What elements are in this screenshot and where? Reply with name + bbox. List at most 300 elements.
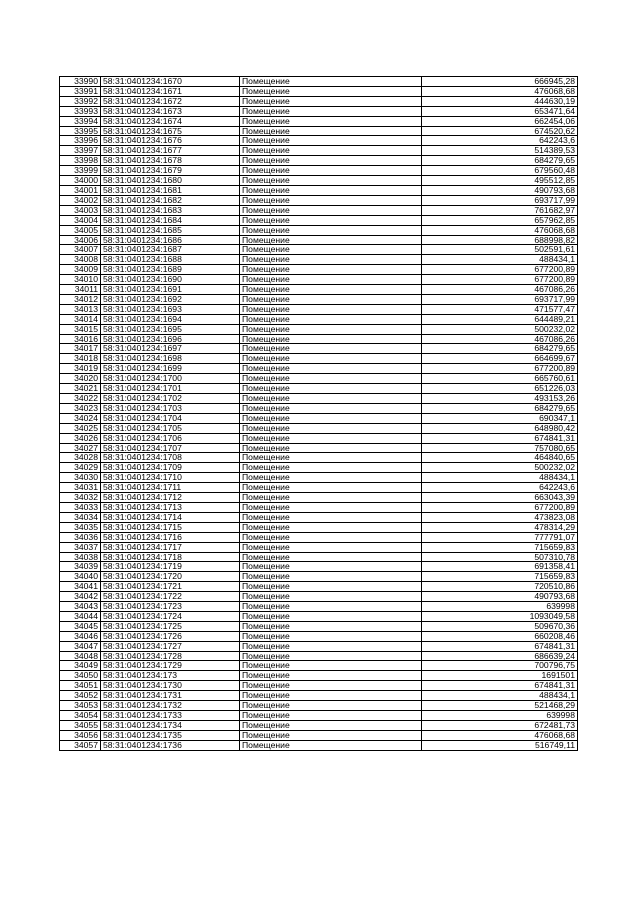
table-row [60, 502, 578, 512]
cadastral-number-cell: 58:31:0401234:1685 [101, 225, 240, 235]
table-row [60, 572, 578, 582]
table-row [60, 483, 578, 493]
cadastral-number-cell: 58:31:0401234:1681 [101, 185, 240, 195]
object-type-cell: Помещение [240, 572, 422, 582]
cadastral-value-cell: 502591,61 [422, 245, 578, 255]
row-number-cell: 34052 [60, 691, 101, 701]
cadastral-value-cell: 720510,86 [422, 582, 578, 592]
cadastral-number-cell: 58:31:0401234:1719 [101, 562, 240, 572]
cadastral-number-cell: 58:31:0401234:1714 [101, 512, 240, 522]
object-type-cell: Помещение [240, 651, 422, 661]
row-number-cell: 34056 [60, 730, 101, 740]
cadastral-value-cell: 639998 [422, 711, 578, 721]
object-type-cell: Помещение [240, 463, 422, 473]
row-number-cell: 34050 [60, 671, 101, 681]
object-type-cell: Помещение [240, 106, 422, 116]
table-row [60, 631, 578, 641]
cadastral-number-cell: 58:31:0401234:1688 [101, 255, 240, 265]
object-type-cell: Помещение [240, 77, 422, 87]
object-type-cell: Помещение [240, 681, 422, 691]
table-row [60, 493, 578, 503]
object-type-cell: Помещение [240, 403, 422, 413]
object-type-cell: Помещение [240, 730, 422, 740]
cadastral-number-cell: 58:31:0401234:1699 [101, 364, 240, 374]
cadastral-value-cell: 693717,99 [422, 195, 578, 205]
table-row [60, 671, 578, 681]
object-type-cell: Помещение [240, 522, 422, 532]
row-number-cell: 34007 [60, 245, 101, 255]
cadastral-value-cell: 693717,99 [422, 294, 578, 304]
table-row [60, 602, 578, 612]
row-number-cell: 34048 [60, 651, 101, 661]
table-row [60, 255, 578, 265]
row-number-cell: 34055 [60, 720, 101, 730]
row-number-cell: 34037 [60, 542, 101, 552]
row-number-cell: 34046 [60, 631, 101, 641]
row-number-cell: 34026 [60, 433, 101, 443]
cadastral-value-cell: 490793,68 [422, 592, 578, 602]
object-type-cell: Помещение [240, 185, 422, 195]
cadastral-value-cell: 761682,97 [422, 205, 578, 215]
cadastral-value-cell: 476068,68 [422, 730, 578, 740]
cadastral-value-cell: 488434,1 [422, 691, 578, 701]
table-row [60, 86, 578, 96]
table-row [60, 77, 578, 87]
table-row [60, 235, 578, 245]
row-number-cell: 34039 [60, 562, 101, 572]
cadastral-value-cell: 514389,53 [422, 146, 578, 156]
table-row [60, 522, 578, 532]
cadastral-value-cell: 677200,89 [422, 502, 578, 512]
cadastral-number-cell: 58:31:0401234:1709 [101, 463, 240, 473]
object-type-cell: Помещение [240, 542, 422, 552]
cadastral-value-cell: 521468,29 [422, 701, 578, 711]
table-row [60, 720, 578, 730]
row-number-cell: 34022 [60, 394, 101, 404]
cadastral-number-cell: 58:31:0401234:1710 [101, 473, 240, 483]
row-number-cell: 33997 [60, 146, 101, 156]
table-row [60, 176, 578, 186]
cadastral-value-cell: 478314,29 [422, 522, 578, 532]
cadastral-number-cell: 58:31:0401234:1691 [101, 285, 240, 295]
row-number-cell: 34034 [60, 512, 101, 522]
object-type-cell: Помещение [240, 641, 422, 651]
cadastral-value-cell: 1691501 [422, 671, 578, 681]
cadastral-number-cell: 58:31:0401234:1698 [101, 354, 240, 364]
table-row [60, 126, 578, 136]
object-type-cell: Помещение [240, 354, 422, 364]
object-type-cell: Помещение [240, 582, 422, 592]
cadastral-value-cell: 677200,89 [422, 275, 578, 285]
table-row [60, 453, 578, 463]
cadastral-number-cell: 58:31:0401234:1712 [101, 493, 240, 503]
row-number-cell: 34017 [60, 344, 101, 354]
row-number-cell: 34042 [60, 592, 101, 602]
table-row [60, 562, 578, 572]
cadastral-value-cell: 677200,89 [422, 265, 578, 275]
row-number-cell: 34057 [60, 740, 101, 750]
table-row [60, 304, 578, 314]
cadastral-value-cell: 674841,31 [422, 681, 578, 691]
table-row [60, 621, 578, 631]
row-number-cell: 34020 [60, 374, 101, 384]
object-type-cell: Помещение [240, 255, 422, 265]
object-type-cell: Помещение [240, 285, 422, 295]
cadastral-number-cell: 58:31:0401234:1727 [101, 641, 240, 651]
row-number-cell: 33994 [60, 116, 101, 126]
object-type-cell: Помещение [240, 602, 422, 612]
cadastral-value-cell: 657962,85 [422, 215, 578, 225]
cadastral-number-cell: 58:31:0401234:1730 [101, 681, 240, 691]
row-number-cell: 34023 [60, 403, 101, 413]
table-row [60, 641, 578, 651]
row-number-cell: 34000 [60, 176, 101, 186]
object-type-cell: Помещение [240, 215, 422, 225]
object-type-cell: Помещение [240, 205, 422, 215]
row-number-cell: 34004 [60, 215, 101, 225]
row-number-cell: 34013 [60, 304, 101, 314]
row-number-cell: 33996 [60, 136, 101, 146]
cadastral-number-cell: 58:31:0401234:1674 [101, 116, 240, 126]
cadastral-value-cell: 672481,73 [422, 720, 578, 730]
table-row [60, 265, 578, 275]
cadastral-value-cell: 639998 [422, 602, 578, 612]
row-number-cell: 34040 [60, 572, 101, 582]
row-number-cell: 34018 [60, 354, 101, 364]
row-number-cell: 34002 [60, 195, 101, 205]
row-number-cell: 34014 [60, 314, 101, 324]
cadastral-number-cell: 58:31:0401234:1716 [101, 532, 240, 542]
cadastral-value-cell: 700796,75 [422, 661, 578, 671]
object-type-cell: Помещение [240, 126, 422, 136]
table-row [60, 413, 578, 423]
row-number-cell: 34035 [60, 522, 101, 532]
object-type-cell: Помещение [240, 413, 422, 423]
row-number-cell: 34030 [60, 473, 101, 483]
table-row [60, 146, 578, 156]
cadastral-number-cell: 58:31:0401234:1673 [101, 106, 240, 116]
cadastral-number-cell: 58:31:0401234:1721 [101, 582, 240, 592]
object-type-cell: Помещение [240, 394, 422, 404]
cadastral-number-cell: 58:31:0401234:1707 [101, 443, 240, 453]
object-type-cell: Помещение [240, 344, 422, 354]
table-row [60, 443, 578, 453]
row-number-cell: 33992 [60, 96, 101, 106]
cadastral-value-cell: 444630,19 [422, 96, 578, 106]
cadastral-number-cell: 58:31:0401234:1682 [101, 195, 240, 205]
cadastral-value-cell: 642243,6 [422, 136, 578, 146]
cadastral-value-cell: 500232,02 [422, 324, 578, 334]
cadastral-number-cell: 58:31:0401234:1723 [101, 602, 240, 612]
cadastral-value-cell: 777791,07 [422, 532, 578, 542]
table-row [60, 740, 578, 750]
table-body [60, 77, 578, 751]
cadastral-value-cell: 495512,85 [422, 176, 578, 186]
table-row [60, 156, 578, 166]
row-number-cell: 34019 [60, 364, 101, 374]
table-row [60, 473, 578, 483]
cadastral-value-cell: 488434,1 [422, 473, 578, 483]
object-type-cell: Помещение [240, 156, 422, 166]
cadastral-value-cell: 674841,31 [422, 433, 578, 443]
cadastral-number-cell: 58:31:0401234:1722 [101, 592, 240, 602]
row-number-cell: 34053 [60, 701, 101, 711]
cadastral-number-cell: 58:31:0401234:1704 [101, 413, 240, 423]
object-type-cell: Помещение [240, 275, 422, 285]
cadastral-number-cell: 58:31:0401234:1680 [101, 176, 240, 186]
cadastral-number-cell: 58:31:0401234:1692 [101, 294, 240, 304]
object-type-cell: Помещение [240, 96, 422, 106]
object-type-cell: Помещение [240, 631, 422, 641]
table-row [60, 463, 578, 473]
table-row [60, 195, 578, 205]
cadastral-number-cell: 58:31:0401234:1670 [101, 77, 240, 87]
cadastral-value-cell: 664699,67 [422, 354, 578, 364]
cadastral-number-cell: 58:31:0401234:1686 [101, 235, 240, 245]
cadastral-value-cell: 665760,61 [422, 374, 578, 384]
row-number-cell: 34025 [60, 423, 101, 433]
row-number-cell: 34036 [60, 532, 101, 542]
object-type-cell: Помещение [240, 512, 422, 522]
object-type-cell: Помещение [240, 116, 422, 126]
table-row [60, 344, 578, 354]
object-type-cell: Помещение [240, 661, 422, 671]
cadastral-value-cell: 688998,82 [422, 235, 578, 245]
cadastral-value-cell: 684279,65 [422, 344, 578, 354]
table-row [60, 96, 578, 106]
table-row [60, 423, 578, 433]
table-row [60, 294, 578, 304]
table-row [60, 512, 578, 522]
row-number-cell: 34038 [60, 552, 101, 562]
cadastral-value-cell: 464840,65 [422, 453, 578, 463]
object-type-cell: Помещение [240, 720, 422, 730]
cadastral-value-cell: 490793,68 [422, 185, 578, 195]
object-type-cell: Помещение [240, 433, 422, 443]
cadastral-number-cell: 58:31:0401234:1728 [101, 651, 240, 661]
cadastral-number-cell: 58:31:0401234:1679 [101, 166, 240, 176]
table-row [60, 324, 578, 334]
table-row [60, 552, 578, 562]
row-number-cell: 34027 [60, 443, 101, 453]
cadastral-number-cell: 58:31:0401234:173 [101, 671, 240, 681]
table-row [60, 334, 578, 344]
cadastral-value-cell: 509670,36 [422, 621, 578, 631]
object-type-cell: Помещение [240, 473, 422, 483]
cadastral-number-cell: 58:31:0401234:1694 [101, 314, 240, 324]
table-row [60, 116, 578, 126]
cadastral-number-cell: 58:31:0401234:1703 [101, 403, 240, 413]
object-type-cell: Помещение [240, 443, 422, 453]
table-row [60, 582, 578, 592]
object-type-cell: Помещение [240, 314, 422, 324]
table-row [60, 691, 578, 701]
object-type-cell: Помещение [240, 740, 422, 750]
row-number-cell: 34029 [60, 463, 101, 473]
cadastral-value-cell: 471577,47 [422, 304, 578, 314]
object-type-cell: Помещение [240, 374, 422, 384]
object-type-cell: Помещение [240, 235, 422, 245]
cadastral-number-cell: 58:31:0401234:1675 [101, 126, 240, 136]
cadastral-number-cell: 58:31:0401234:1671 [101, 86, 240, 96]
row-number-cell: 34043 [60, 602, 101, 612]
object-type-cell: Помещение [240, 483, 422, 493]
table-row [60, 651, 578, 661]
cadastral-value-cell: 674520,62 [422, 126, 578, 136]
row-number-cell: 34054 [60, 711, 101, 721]
object-type-cell: Помещение [240, 502, 422, 512]
row-number-cell: 34021 [60, 384, 101, 394]
table-row [60, 701, 578, 711]
table-row [60, 275, 578, 285]
cadastral-number-cell: 58:31:0401234:1708 [101, 453, 240, 463]
row-number-cell: 34033 [60, 502, 101, 512]
cadastral-value-cell: 473823,08 [422, 512, 578, 522]
cadastral-value-cell: 516749,11 [422, 740, 578, 750]
cadastral-number-cell: 58:31:0401234:1678 [101, 156, 240, 166]
object-type-cell: Помещение [240, 453, 422, 463]
cadastral-value-cell: 467086,26 [422, 285, 578, 295]
cadastral-number-cell: 58:31:0401234:1701 [101, 384, 240, 394]
cadastral-number-cell: 58:31:0401234:1725 [101, 621, 240, 631]
object-type-cell: Помещение [240, 711, 422, 721]
object-type-cell: Помещение [240, 146, 422, 156]
cadastral-value-cell: 644489,21 [422, 314, 578, 324]
table-row [60, 611, 578, 621]
object-type-cell: Помещение [240, 86, 422, 96]
cadastral-number-cell: 58:31:0401234:1734 [101, 720, 240, 730]
cadastral-number-cell: 58:31:0401234:1684 [101, 215, 240, 225]
cadastral-value-cell: 493153,26 [422, 394, 578, 404]
row-number-cell: 34011 [60, 285, 101, 295]
row-number-cell: 33993 [60, 106, 101, 116]
table-row [60, 364, 578, 374]
object-type-cell: Помещение [240, 294, 422, 304]
cadastral-number-cell: 58:31:0401234:1683 [101, 205, 240, 215]
table-row [60, 354, 578, 364]
cadastral-number-cell: 58:31:0401234:1732 [101, 701, 240, 711]
row-number-cell: 34031 [60, 483, 101, 493]
cadastral-value-cell: 666945,28 [422, 77, 578, 87]
object-type-cell: Помещение [240, 166, 422, 176]
table-row [60, 166, 578, 176]
cadastral-value-cell: 642243,6 [422, 483, 578, 493]
row-number-cell: 34005 [60, 225, 101, 235]
cadastral-number-cell: 58:31:0401234:1702 [101, 394, 240, 404]
cadastral-value-cell: 684279,65 [422, 403, 578, 413]
cadastral-value-cell: 684279,65 [422, 156, 578, 166]
table-row [60, 592, 578, 602]
object-type-cell: Помещение [240, 324, 422, 334]
cadastral-number-cell: 58:31:0401234:1713 [101, 502, 240, 512]
row-number-cell: 34016 [60, 334, 101, 344]
object-type-cell: Помещение [240, 621, 422, 631]
cadastral-number-cell: 58:31:0401234:1729 [101, 661, 240, 671]
table-row [60, 205, 578, 215]
object-type-cell: Помещение [240, 691, 422, 701]
row-number-cell: 34012 [60, 294, 101, 304]
table-row [60, 215, 578, 225]
row-number-cell: 34008 [60, 255, 101, 265]
cadastral-number-cell: 58:31:0401234:1676 [101, 136, 240, 146]
table-row [60, 136, 578, 146]
row-number-cell: 34047 [60, 641, 101, 651]
row-number-cell: 34009 [60, 265, 101, 275]
row-number-cell: 34006 [60, 235, 101, 245]
row-number-cell: 34028 [60, 453, 101, 463]
cadastral-value-cell: 660208,46 [422, 631, 578, 641]
cadastral-number-cell: 58:31:0401234:1733 [101, 711, 240, 721]
object-type-cell: Помещение [240, 552, 422, 562]
cadastral-value-cell: 476068,68 [422, 225, 578, 235]
object-type-cell: Помещение [240, 364, 422, 374]
object-type-cell: Помещение [240, 136, 422, 146]
table-row [60, 225, 578, 235]
row-number-cell: 33990 [60, 77, 101, 87]
row-number-cell: 34049 [60, 661, 101, 671]
row-number-cell: 33995 [60, 126, 101, 136]
cadastral-number-cell: 58:31:0401234:1711 [101, 483, 240, 493]
table-row [60, 185, 578, 195]
object-type-cell: Помещение [240, 334, 422, 344]
row-number-cell: 34024 [60, 413, 101, 423]
cadastral-number-cell: 58:31:0401234:1726 [101, 631, 240, 641]
cadastral-number-cell: 58:31:0401234:1687 [101, 245, 240, 255]
table-row [60, 285, 578, 295]
cadastral-number-cell: 58:31:0401234:1736 [101, 740, 240, 750]
cadastral-number-cell: 58:31:0401234:1672 [101, 96, 240, 106]
table-row [60, 433, 578, 443]
table-row [60, 314, 578, 324]
cadastral-number-cell: 58:31:0401234:1690 [101, 275, 240, 285]
cadastral-value-cell: 507310,78 [422, 552, 578, 562]
cadastral-number-cell: 58:31:0401234:1718 [101, 552, 240, 562]
row-number-cell: 34041 [60, 582, 101, 592]
object-type-cell: Помещение [240, 195, 422, 205]
object-type-cell: Помещение [240, 493, 422, 503]
cadastral-value-cell: 715659,83 [422, 542, 578, 552]
table-row [60, 384, 578, 394]
cadastral-value-cell: 663043,39 [422, 493, 578, 503]
object-type-cell: Помещение [240, 532, 422, 542]
cadastral-value-cell: 674841,31 [422, 641, 578, 651]
cadastral-value-cell: 679560,48 [422, 166, 578, 176]
row-number-cell: 34001 [60, 185, 101, 195]
cadastral-value-cell: 691358,41 [422, 562, 578, 572]
cadastral-number-cell: 58:31:0401234:1720 [101, 572, 240, 582]
table-row [60, 245, 578, 255]
table-row [60, 711, 578, 721]
table-row [60, 681, 578, 691]
cadastral-value-cell: 653471,64 [422, 106, 578, 116]
object-type-cell: Помещение [240, 671, 422, 681]
cadastral-number-cell: 58:31:0401234:1696 [101, 334, 240, 344]
cadastral-value-cell: 662454,06 [422, 116, 578, 126]
cadastral-number-cell: 58:31:0401234:1695 [101, 324, 240, 334]
cadastral-value-cell: 488434,1 [422, 255, 578, 265]
table-row [60, 542, 578, 552]
table-row [60, 374, 578, 384]
cadastral-value-cell: 677200,89 [422, 364, 578, 374]
cadastral-value-cell: 467086,26 [422, 334, 578, 344]
row-number-cell: 33999 [60, 166, 101, 176]
row-number-cell: 34003 [60, 205, 101, 215]
cadastral-value-cell: 476068,68 [422, 86, 578, 96]
cadastral-number-cell: 58:31:0401234:1697 [101, 344, 240, 354]
cadastral-number-cell: 58:31:0401234:1706 [101, 433, 240, 443]
cadastral-value-cell: 648980,42 [422, 423, 578, 433]
cadastral-value-table [59, 76, 578, 751]
